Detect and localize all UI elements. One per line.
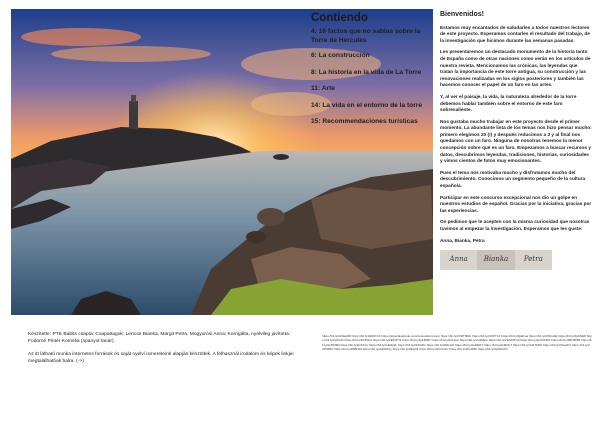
toc-item[interactable]: 14: La vida en el entorno de la torre xyxy=(311,101,423,109)
credits-note: Az itt látható munka internetes források és saját nyelvi ismereteink alapján készültek. A felhasznál irodalom és képek linkjei megtalálhatóak balra. (->) xyxy=(28,352,294,365)
signers: Anna, Bianka, Petra xyxy=(440,238,485,244)
table-of-contents xyxy=(311,12,433,135)
welcome-paragraph: Os pedimos que le acepten con la misma curiosidad que nosotras tuvimos al empezar la investigación. Esperamos que les guste: xyxy=(440,220,590,232)
welcome-paragraph: Participar en este concurso excepcional nos dio un golpe en nuestros estudios de español. Gracias por la iniciativa, gracias por las experiencias. xyxy=(440,195,592,214)
contents-title: Contiendo xyxy=(311,12,368,24)
toc-item[interactable]: 15: Recommendaciones turísticas xyxy=(311,118,418,126)
welcome-letter xyxy=(440,10,592,270)
toc-item[interactable]: 4: 16 factos que no sabias sobre la Torre de Hercules xyxy=(311,28,421,44)
credits xyxy=(28,331,308,371)
welcome-paragraph: Nos gustaba mucho trabajar en este proyecto desde el primer momento. La abundante lista de los temas nos hizo pensar mucho: primero elegimos 20 (!) y después reducimos a 3 y al final nos quedamos con un faro. Ninguna de nosotras tenemos la menor concepción sobre qué es un faro. Empezamos a buscar recursos y datos, descubrimos leyendas, tradiciones, historias, curiosidades y vimos cientos de fotos muy emocionantes. xyxy=(440,119,592,165)
welcome-paragraph: Y, al ver el paisaje, la vida, la naturaleza alrededor de la torre debemos hablar también sobre el entorno de este faro sobresaliente. xyxy=(440,94,577,114)
welcome-title: Bienvenidos! xyxy=(440,11,484,18)
toc-item[interactable]: 11: Arte xyxy=(311,85,335,93)
welcome-paragraph: Estamos muy encantados de saludarles a todos nuestros lectores de este proyecto. Esperamos contarles el resultado del trabajo, de la investigación que hicimos durante las semanas pasadas. xyxy=(440,25,590,44)
signature: Anna xyxy=(449,255,468,264)
signature: Petra xyxy=(523,255,543,264)
credits-authors: Készítette: PTE Babits csapta; Csapattagok: Lencse Bianka, Margit Petra, Mogyorósi Anna; Korrigálta, nyelvileg javította: Fodorné Pintér Kornélia (spanyol tanár) xyxy=(28,332,291,345)
toc-item[interactable]: 8: La historia en la vida de La Torre xyxy=(311,68,422,76)
source-links[interactable]: https://bit.ly/2Cllag9R https://bit.ly/2EKiKO4 https://www.facebook.com/notes/ahercules/ https://bit.ly/2XDTMRp https://bit.ly/2OiFT1X https://bit.ly/2pE1ua https://bit.ly/2XDmdE https://bit.ly/2pFbiE8 https://bit.ly/2pFtcPl https://bit.ly/2AZ5lu1 https://bit.ly/2EiNTH1 https://bit.ly/2pF8R8Y https://bit.ly/2u1Jwu https://bit.ly/2o3MjFe https://bit.ly/2EGMTGb https://bit.ly/2pXNNRb https://bit.ly/2BO8tSB https://bit.ly/2pHiOBa https://bit.ly/2ivSXze https://bit.ly/2uRiQ2L https://bit.ly/2lcHaD1 https://bit.ly/2RiCiwb https://bit.ly/2LkfERY https://bit.ly/2p8iOuT https://bit.ly/2o6TMFh https://bit.ly/2XaeZVt https://bit.ly/2UP98FF https://bit.ly/2NBHd4 https://bit.ly/2pFR2Xy https://bit.ly/2EQrIlr https://bit.ly/2pCdoG7 https://bit.ly/2FeHBF https://bit.ly/2pR4kON xyxy=(322,334,592,352)
signature: Bianka xyxy=(477,250,514,270)
welcome-paragraph: Pues el tema nos motivaba mucho y disfrutamos mucho del descubrimiento. Conocimos un segmento pequeño de la cultura española. xyxy=(440,170,586,189)
toc-item[interactable]: 6: La construcción xyxy=(311,52,370,60)
welcome-paragraph: Les presentaremos un destacado monumento de la historia tanto de España como de otras naciones como verán en los artículos de nuestra revista. Mencionamos las crónicas, las leyendas que tratan la importancia de este torre antigua, su construcción y las renovaciones realizadas en los siglos posteriores y también las hacemos conocer el papel de un faro en las artes. xyxy=(440,50,591,89)
signature-strip xyxy=(440,250,552,270)
